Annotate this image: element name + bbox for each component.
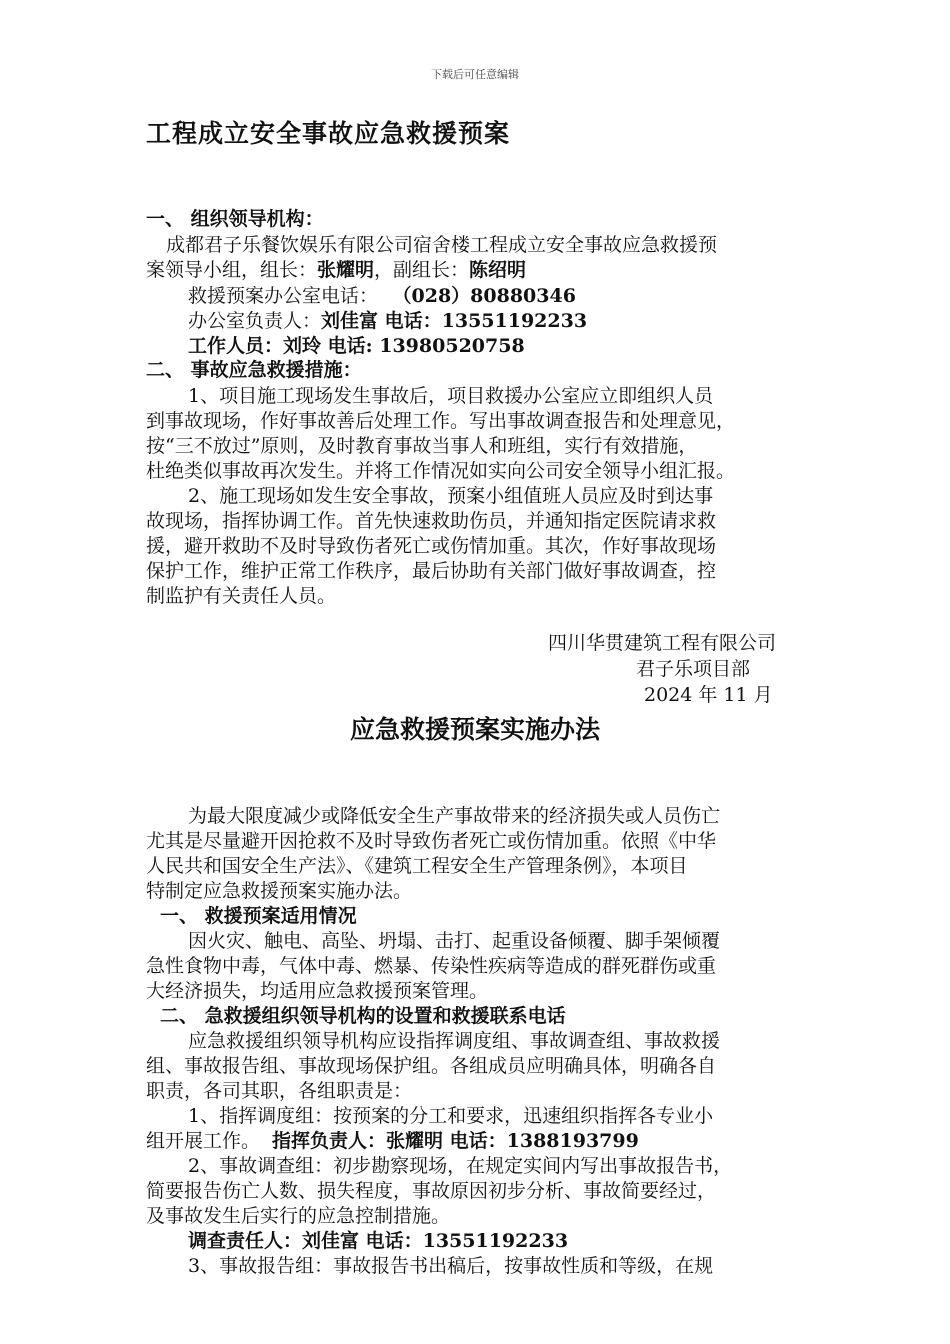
- part-2-heading: 二、 急救援组织领导机构的设置和救援联系电话: [160, 1005, 566, 1027]
- part-1-line: 大经济损失，均适用应急救援预案管理。: [146, 980, 489, 1002]
- section-1-heading: 一、 组织领导机构：: [146, 208, 324, 230]
- command-text: 组开展工作。: [146, 1130, 261, 1152]
- signature-company: 四川华贯建筑工程有限公司: [548, 632, 777, 654]
- signature-date: 2024 年 11 月: [644, 684, 773, 706]
- part-2-line: 职责，各司其职，各组职责是：: [146, 1080, 413, 1102]
- signature-dept: 君子乐项目部: [636, 658, 751, 680]
- part-1-heading: 一、 救援预案适用情况: [160, 905, 357, 927]
- section-2-line: 到事故现场，作好事故善后处理工作。写出事故调查报告和处理意见，: [146, 410, 736, 432]
- section-2-heading: 二、 事故应急救援措施：: [146, 359, 362, 381]
- investigation-line: 简要报告伤亡人数、损失程度，事故原因初步分析、事故简要经过，: [146, 1180, 717, 1202]
- report-line: 3、事故报告组：事故报告书出稿后，按事故性质和等级，在规: [188, 1255, 714, 1277]
- office-phone-line: [188, 283, 576, 309]
- office-phone-label: 救援预案办公室电话：: [188, 285, 379, 307]
- intro-line: 特制定应急救援预案实施办法。: [146, 880, 413, 902]
- deputy-label: ，副组长：: [374, 259, 470, 281]
- office-owner-value: 刘佳富 电话：13551192233: [321, 310, 588, 332]
- office-owner-line: [188, 308, 587, 334]
- section-2-line: 按“三不放过”原则，及时教育事故当事人和班组，实行有效措施，: [146, 435, 698, 457]
- document-title: 工程成立安全事故应急救援预案: [146, 119, 511, 148]
- deputy-name: 陈绍明: [469, 259, 527, 281]
- section-1-text: 成都君子乐餐饮娱乐有限公司宿舍楼工程成立安全事故应急救援预: [166, 234, 718, 256]
- section-2-line: 杜绝类似事故再次发生。并将工作情况如实向公司安全领导小组汇报。: [146, 460, 736, 482]
- intro-line: 人民共和国安全生产法》、《建筑工程安全生产管理条例》，本项目: [146, 855, 688, 877]
- part-1-line: 急性食物中毒，气体中毒、燃暴、传染性疾病等造成的群死群伤或重: [146, 955, 717, 977]
- section-2-line: 2、施工现场如发生安全事故，预案小组值班人员应及时到达事: [188, 485, 714, 507]
- section-2-line: 援，避开救助不及时导致伤者死亡或伤情加重。其次，作好事故现场: [146, 535, 717, 557]
- investigation-line: 2、事故调查组：初步勘察现场，在规定实间内写出事故报告书，: [188, 1155, 733, 1177]
- part-2-line: 组、事故报告组、事故现场保护组。各组成员应明确具体，明确各自: [146, 1055, 717, 1077]
- part-2-line: 应急救援组织领导机构应设指挥调度组、事故调查组、事故救援: [188, 1030, 721, 1052]
- section-2-line: 1、项目施工现场发生事故后，项目救援办公室应立即组织人员: [188, 385, 714, 407]
- section-2-line: 故现场，指挥协调工作。首先快速救助伤员，并通知指定医院请求救: [146, 510, 717, 532]
- document-title-2: 应急救援预案实施办法: [349, 715, 600, 744]
- investigation-line: 及事故发生后实行的应急控制措施。: [146, 1205, 451, 1227]
- section-2-line: 制监护有关责任人员。: [146, 585, 337, 607]
- office-phone-number: （028）80880346: [402, 285, 576, 307]
- intro-line: 尤其是尽量避开因抢救不及时导致伤者死亡或伤情加重。依照《中华: [146, 830, 717, 852]
- command-owner: 指挥负责人：张耀明 电话：1388193799: [272, 1130, 639, 1152]
- investigation-owner: 调查责任人：刘佳富 电话：13551192233: [188, 1230, 569, 1252]
- part-1-line: 因火灾、触电、高坠、坍塌、击打、起重设备倾覆、脚手架倾覆: [188, 930, 721, 952]
- command-line: [146, 1128, 639, 1154]
- leader-line: [146, 257, 526, 283]
- staff-line: 工作人员：刘玲 电话: 13980520758: [188, 335, 525, 357]
- part-2-line: 1、指挥调度组：按预案的分工和要求，迅速组织指挥各专业小: [188, 1105, 714, 1127]
- intro-line: 为最大限度减少或降低安全生产事故带来的经济损失或人员伤亡: [188, 805, 721, 827]
- leader-label: 案领导小组，组长：: [146, 259, 318, 281]
- office-owner-label: 办公室负责人：: [188, 310, 322, 332]
- header-note: 下载后可任意编辑: [431, 68, 519, 81]
- section-2-line: 保护工作，维护正常工作秩序，最后协助有关部门做好事故调查，控: [146, 560, 717, 582]
- leader-name: 张耀明: [317, 259, 375, 281]
